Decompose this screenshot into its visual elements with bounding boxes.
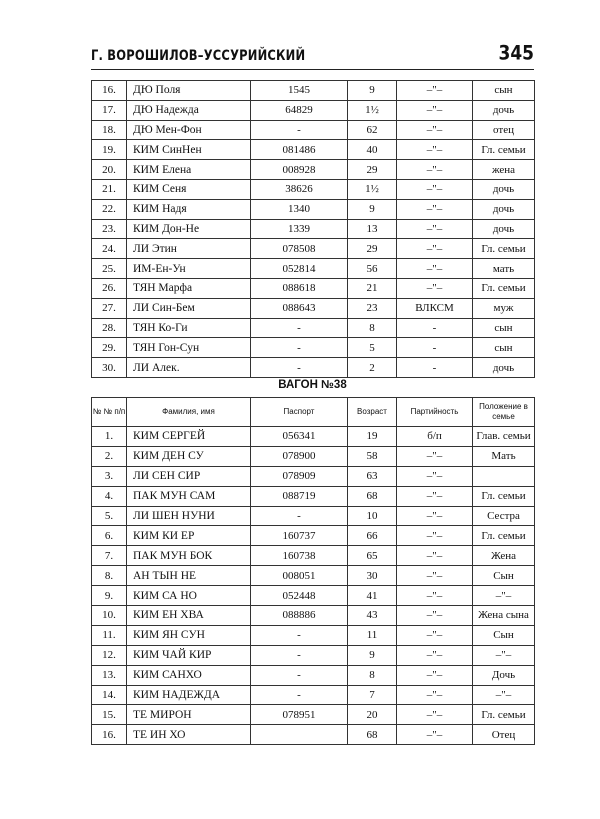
cell-family-position: –"– — [473, 586, 535, 606]
cell-family-position: Сын — [473, 566, 535, 586]
cell-age: 9 — [348, 81, 397, 101]
cell-name: ПАК МУН САМ — [127, 486, 251, 506]
header-rule — [91, 69, 534, 70]
cell-row-number: 30. — [92, 358, 127, 378]
cell-row-number: 23. — [92, 219, 127, 239]
cell-age: 8 — [348, 318, 397, 338]
cell-age: 19 — [348, 427, 397, 447]
cell-passport: 081486 — [251, 140, 348, 160]
cell-family-position: –"– — [473, 645, 535, 665]
table-row — [92, 446, 535, 466]
cell-passport: 052448 — [251, 586, 348, 606]
cell-name: КИМ КИ ЕР — [127, 526, 251, 546]
cell-passport: - — [251, 318, 348, 338]
table-row — [92, 466, 535, 486]
cell-passport: - — [251, 625, 348, 645]
cell-age: 8 — [348, 665, 397, 685]
cell-family-position: Отец — [473, 725, 535, 745]
cell-name: ТЯН Гон-Сун — [127, 338, 251, 358]
cell-family-position: Сын — [473, 625, 535, 645]
cell-row-number: 24. — [92, 239, 127, 259]
cell-passport: 160737 — [251, 526, 348, 546]
cell-party: - — [397, 338, 473, 358]
cell-party: –"– — [397, 239, 473, 259]
cell-age: 40 — [348, 140, 397, 160]
cell-family-position: Гл. семьи — [473, 705, 535, 725]
cell-age: 63 — [348, 466, 397, 486]
cell-party: –"– — [397, 278, 473, 298]
cell-passport: - — [251, 645, 348, 665]
cell-family-position: Гл. семьи — [473, 239, 535, 259]
cell-family-position: дочь — [473, 100, 535, 120]
cell-passport: 056341 — [251, 427, 348, 447]
cell-age: 21 — [348, 278, 397, 298]
cell-age: 58 — [348, 446, 397, 466]
running-title: Г. ВОРОШИЛОВ–УССУРИЙСКИЙ — [91, 46, 306, 64]
table-row — [92, 606, 535, 626]
cell-passport: - — [251, 120, 348, 140]
cell-row-number: 9. — [92, 586, 127, 606]
cell-name: ЛИ ШЕН НУНИ — [127, 506, 251, 526]
header-name: Фамилия, имя — [127, 398, 251, 427]
cell-family-position: Гл. семьи — [473, 278, 535, 298]
table-row — [92, 705, 535, 725]
cell-passport: 1339 — [251, 219, 348, 239]
table-row — [92, 566, 535, 586]
cell-passport: 160738 — [251, 546, 348, 566]
page-header — [91, 44, 534, 70]
table-row — [92, 219, 535, 239]
cell-age: 7 — [348, 685, 397, 705]
cell-party: –"– — [397, 160, 473, 180]
cell-age: 68 — [348, 725, 397, 745]
table-row — [92, 725, 535, 745]
cell-row-number: 17. — [92, 100, 127, 120]
table-row — [92, 645, 535, 665]
cell-name: ТЯН Ко-Ги — [127, 318, 251, 338]
table-row — [92, 199, 535, 219]
cell-row-number: 22. — [92, 199, 127, 219]
cell-family-position: дочь — [473, 219, 535, 239]
header-row-number: № № п/п — [92, 398, 127, 427]
cell-passport: 078909 — [251, 466, 348, 486]
cell-family-position: Сестра — [473, 506, 535, 526]
table-row — [92, 546, 535, 566]
cell-age: 29 — [348, 160, 397, 180]
cell-name: АН ТЫН НЕ — [127, 566, 251, 586]
cell-age: 41 — [348, 586, 397, 606]
cell-passport: 008928 — [251, 160, 348, 180]
cell-passport: 078951 — [251, 705, 348, 725]
cell-party: –"– — [397, 81, 473, 101]
cell-name: ИМ-Ен-Ун — [127, 259, 251, 279]
header-party: Партийность — [397, 398, 473, 427]
cell-party: –"– — [397, 705, 473, 725]
cell-party: - — [397, 318, 473, 338]
cell-party: –"– — [397, 140, 473, 160]
cell-age: 5 — [348, 338, 397, 358]
cell-party: ВЛКСМ — [397, 298, 473, 318]
table-row — [92, 586, 535, 606]
cell-age: 13 — [348, 219, 397, 239]
cell-age: 65 — [348, 546, 397, 566]
cell-name: ТЯН Марфа — [127, 278, 251, 298]
cell-row-number: 27. — [92, 298, 127, 318]
cell-row-number: 8. — [92, 566, 127, 586]
cell-name: ЛИ Алек. — [127, 358, 251, 378]
cell-name: ТЕ МИРОН — [127, 705, 251, 725]
cell-passport: - — [251, 338, 348, 358]
cell-row-number: 16. — [92, 725, 127, 745]
cell-passport: - — [251, 358, 348, 378]
cell-row-number: 7. — [92, 546, 127, 566]
cell-party: –"– — [397, 506, 473, 526]
cell-age: 66 — [348, 526, 397, 546]
cell-passport: - — [251, 685, 348, 705]
cell-age: 9 — [348, 199, 397, 219]
cell-passport: 078508 — [251, 239, 348, 259]
cell-row-number: 14. — [92, 685, 127, 705]
cell-row-number: 12. — [92, 645, 127, 665]
cell-party: –"– — [397, 120, 473, 140]
cell-party: –"– — [397, 526, 473, 546]
header-passport: Паспорт — [251, 398, 348, 427]
table-row — [92, 239, 535, 259]
cell-name: КИМ СЕРГЕЙ — [127, 427, 251, 447]
table-row — [92, 120, 535, 140]
cell-party: –"– — [397, 665, 473, 685]
cell-row-number: 20. — [92, 160, 127, 180]
table-wagon-38 — [91, 397, 535, 745]
cell-row-number: 2. — [92, 446, 127, 466]
table-row — [92, 81, 535, 101]
cell-family-position: дочь — [473, 358, 535, 378]
cell-family-position: мать — [473, 259, 535, 279]
cell-name: ДЮ Мен-Фон — [127, 120, 251, 140]
cell-family-position: сын — [473, 81, 535, 101]
cell-name: ТЕ ИН ХО — [127, 725, 251, 745]
cell-family-position: муж — [473, 298, 535, 318]
cell-family-position — [473, 466, 535, 486]
cell-age: 68 — [348, 486, 397, 506]
cell-passport: 38626 — [251, 179, 348, 199]
cell-name: КИМ САНХО — [127, 665, 251, 685]
cell-name: ПАК МУН БОК — [127, 546, 251, 566]
cell-passport — [251, 725, 348, 745]
cell-row-number: 21. — [92, 179, 127, 199]
cell-row-number: 11. — [92, 625, 127, 645]
cell-name: КИМ Надя — [127, 199, 251, 219]
table-row — [92, 318, 535, 338]
table-row — [92, 338, 535, 358]
cell-name: КИМ СА НО — [127, 586, 251, 606]
cell-family-position: дочь — [473, 179, 535, 199]
cell-name: ЛИ СЕН СИР — [127, 466, 251, 486]
cell-family-position: Гл. семьи — [473, 140, 535, 160]
cell-passport: 088719 — [251, 486, 348, 506]
cell-row-number: 3. — [92, 466, 127, 486]
cell-party: –"– — [397, 466, 473, 486]
cell-party: –"– — [397, 486, 473, 506]
table-row — [92, 358, 535, 378]
table-row — [92, 685, 535, 705]
cell-party: –"– — [397, 259, 473, 279]
cell-passport: 088886 — [251, 606, 348, 626]
cell-row-number: 1. — [92, 427, 127, 447]
cell-passport: 088643 — [251, 298, 348, 318]
cell-family-position: Жена — [473, 546, 535, 566]
table-row — [92, 298, 535, 318]
cell-age: 1½ — [348, 179, 397, 199]
cell-family-position: дочь — [473, 199, 535, 219]
table-row — [92, 427, 535, 447]
cell-passport: - — [251, 665, 348, 685]
cell-family-position: отец — [473, 120, 535, 140]
header-family-position: Положение в семье — [473, 398, 535, 427]
cell-family-position: Гл. семьи — [473, 486, 535, 506]
cell-party: –"– — [397, 566, 473, 586]
cell-name: КИМ Елена — [127, 160, 251, 180]
cell-age: 20 — [348, 705, 397, 725]
cell-party: –"– — [397, 446, 473, 466]
cell-age: 10 — [348, 506, 397, 526]
cell-age: 29 — [348, 239, 397, 259]
cell-party: –"– — [397, 100, 473, 120]
cell-row-number: 16. — [92, 81, 127, 101]
cell-row-number: 19. — [92, 140, 127, 160]
table-row — [92, 506, 535, 526]
page-number: 345 — [498, 42, 534, 65]
cell-age: 9 — [348, 645, 397, 665]
cell-name: КИМ Дон-Не — [127, 219, 251, 239]
cell-name: КИМ ЯН СУН — [127, 625, 251, 645]
cell-age: 1½ — [348, 100, 397, 120]
cell-age: 62 — [348, 120, 397, 140]
cell-party: –"– — [397, 725, 473, 745]
cell-passport: - — [251, 506, 348, 526]
cell-row-number: 10. — [92, 606, 127, 626]
cell-passport: 64829 — [251, 100, 348, 120]
cell-row-number: 25. — [92, 259, 127, 279]
cell-passport: 1340 — [251, 199, 348, 219]
cell-passport: 088618 — [251, 278, 348, 298]
cell-family-position: –"– — [473, 685, 535, 705]
cell-party: –"– — [397, 179, 473, 199]
cell-family-position: Мать — [473, 446, 535, 466]
header-age: Возраст — [348, 398, 397, 427]
cell-age: 30 — [348, 566, 397, 586]
table-row — [92, 486, 535, 506]
cell-party: –"– — [397, 199, 473, 219]
cell-party: –"– — [397, 546, 473, 566]
cell-party: –"– — [397, 645, 473, 665]
table-row — [92, 278, 535, 298]
table-row — [92, 140, 535, 160]
cell-passport: 008051 — [251, 566, 348, 586]
cell-row-number: 6. — [92, 526, 127, 546]
table-row — [92, 526, 535, 546]
cell-passport: 1545 — [251, 81, 348, 101]
cell-row-number: 13. — [92, 665, 127, 685]
cell-name: ЛИ Син-Бем — [127, 298, 251, 318]
cell-name: КИМ ЧАЙ КИР — [127, 645, 251, 665]
cell-family-position: жена — [473, 160, 535, 180]
cell-age: 11 — [348, 625, 397, 645]
cell-party: –"– — [397, 219, 473, 239]
cell-family-position: сын — [473, 318, 535, 338]
table-row — [92, 259, 535, 279]
cell-age: 43 — [348, 606, 397, 626]
table-row — [92, 665, 535, 685]
table-row — [92, 160, 535, 180]
cell-name: КИМ СинНен — [127, 140, 251, 160]
cell-party: –"– — [397, 685, 473, 705]
cell-passport: 078900 — [251, 446, 348, 466]
cell-name: ДЮ Поля — [127, 81, 251, 101]
cell-family-position: Жена сына — [473, 606, 535, 626]
cell-name: КИМ Сеня — [127, 179, 251, 199]
cell-age: 56 — [348, 259, 397, 279]
cell-age: 23 — [348, 298, 397, 318]
cell-row-number: 28. — [92, 318, 127, 338]
cell-name: КИМ ЕН ХВА — [127, 606, 251, 626]
cell-party: –"– — [397, 625, 473, 645]
cell-row-number: 29. — [92, 338, 127, 358]
cell-name: КИМ НАДЕЖДА — [127, 685, 251, 705]
cell-name: КИМ ДЕН СУ — [127, 446, 251, 466]
cell-row-number: 26. — [92, 278, 127, 298]
table-row — [92, 179, 535, 199]
cell-row-number: 18. — [92, 120, 127, 140]
cell-party: –"– — [397, 586, 473, 606]
wagon-title: ВАГОН №38 — [278, 379, 347, 391]
cell-age: 2 — [348, 358, 397, 378]
cell-party: –"– — [397, 606, 473, 626]
table-row — [92, 625, 535, 645]
cell-family-position: Дочь — [473, 665, 535, 685]
table-wagon-continued — [91, 80, 535, 378]
table-row — [92, 100, 535, 120]
cell-row-number: 15. — [92, 705, 127, 725]
cell-family-position: сын — [473, 338, 535, 358]
cell-party: б/п — [397, 427, 473, 447]
cell-name: ЛИ Этин — [127, 239, 251, 259]
cell-name: ДЮ Надежда — [127, 100, 251, 120]
cell-row-number: 5. — [92, 506, 127, 526]
cell-family-position: Гл. семьи — [473, 526, 535, 546]
cell-party: - — [397, 358, 473, 378]
cell-family-position: Глав. семьи — [473, 427, 535, 447]
cell-passport: 052814 — [251, 259, 348, 279]
cell-row-number: 4. — [92, 486, 127, 506]
